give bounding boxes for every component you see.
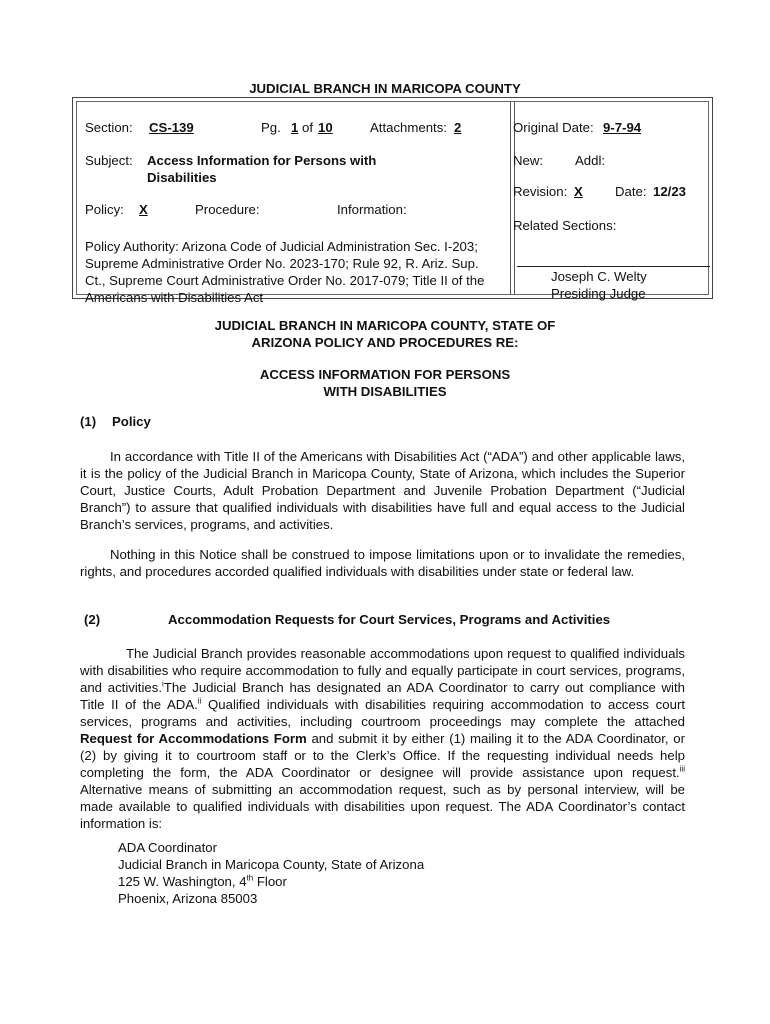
section-2-text-e: Alternative means of submitting an accommodation request, such as by personal interview, will be made available to qualified individuals with disabilities upon request. The ADA Coordinator’s contact information is: (80, 782, 685, 831)
address-line-2: Judicial Branch in Maricopa County, State of Arizona (118, 857, 425, 872)
page-of: of (302, 120, 313, 135)
new-label: New: (513, 153, 544, 168)
section-label: Section: (85, 120, 133, 135)
date-value: 12/23 (653, 184, 687, 199)
heading-1-line-2: ARIZONA POLICY AND PROCEDURES RE: (251, 335, 519, 350)
section-2-number: (2) (84, 612, 101, 627)
revision-mark: X (574, 184, 583, 199)
signer-name: Joseph C. Welty (551, 269, 647, 284)
revision-label: Revision: (513, 184, 568, 199)
policy-label: Policy: (85, 202, 124, 217)
section-2-title: Accommodation Requests for Court Services, Programs and Activities (168, 612, 611, 627)
footnote-ref-2: ii (197, 696, 202, 706)
form-name: Request for Accommodations Form (80, 731, 307, 746)
footnote-ref-1: i (161, 679, 164, 689)
section-1-title: Policy (112, 414, 151, 429)
heading-2-line-2: WITH DISABILITIES (323, 384, 447, 399)
address-line-1: ADA Coordinator (118, 840, 217, 855)
attachments-label: Attachments: (370, 120, 447, 135)
address-line-4: Phoenix, Arizona 85003 (118, 891, 258, 906)
signature-line (517, 266, 710, 267)
heading-1-line-1: JUDICIAL BRANCH IN MARICOPA COUNTY, STATE OF (214, 318, 556, 333)
header-inner-border (76, 101, 709, 305)
addl-label: Addl: (575, 153, 606, 168)
ada-coordinator-address (118, 839, 424, 907)
related-sections-label: Related Sections: (513, 218, 617, 233)
date-label: Date: (615, 184, 647, 199)
header-table (72, 97, 713, 305)
section-2-text-d: and submit it by either (1) mailing it to the ADA Coordinator, or (2) by giving it to courtroom staff or to the Clerk’s Office. If the requesting individual needs help completing the form, the ADA Coordinator or designee will provide assistance upon request. (80, 731, 686, 780)
subject-line-2: Disabilities (147, 170, 217, 185)
section-1-paragraph-1: In accordance with Title II of the Americans with Disabilities Act (“ADA”) and other applicable laws, it is the policy of the Judicial Branch in Maricopa County, State of Arizona, which includes the Superior Court, Justice Courts, Adult Probation Department and Juvenile Probation Department (“Judicial Branch”) to assure that qualified individuals with disabilities have full and equal access to the Judicial Branch’s services, programs, and activities. (80, 449, 685, 532)
heading-2-line-1: ACCESS INFORMATION FOR PERSONS (259, 367, 511, 382)
address-ordinal: th (246, 873, 254, 883)
page-label: Pg. (261, 120, 281, 135)
section-2-text-c: Qualified individuals with disabilities requiring accommodation to access court services, programs and activities, including courtroom proceedings may complete the attached (80, 697, 686, 729)
page-total: 10 (318, 120, 333, 135)
section-value: CS-139 (149, 120, 194, 135)
signer-title: Presiding Judge (551, 286, 646, 301)
original-date-label: Original Date: (513, 120, 594, 135)
section-2-text-b: The Judicial Branch has designated an ADA Coordinator to carry out compliance with Title II of the ADA. (80, 680, 685, 712)
address-floor: Floor (253, 874, 287, 889)
section-2-text-a: The Judicial Branch provides reasonable accommodations upon request to qualified individuals with disabilities who require accommodation to fully and equally participate in court services, programs, and activities. (80, 646, 685, 695)
page-current: 1 (291, 120, 299, 135)
section-1-number: (1) (80, 414, 97, 429)
subject-line-1: Access Information for Persons with (147, 153, 377, 168)
footnote-ref-3: iii (679, 764, 685, 774)
attachments-value: 2 (454, 120, 462, 135)
original-date-value: 9-7-94 (603, 120, 642, 135)
policy-authority: Policy Authority: Arizona Code of Judicial Administration Sec. I-203; Supreme Administrative Order No. 2023-170; Rule 92, R. Ariz. Sup. Ct., Supreme Court Administrative Order No. 2017-079; Title II of the Americans with Disabilities Act (85, 239, 485, 305)
section-1-paragraph-2: Nothing in this Notice shall be construed to impose limitations upon or to invalidate the remedies, rights, and procedures accorded qualified individuals with disabilities under state or federal law. (80, 547, 685, 579)
information-label: Information: (337, 202, 407, 217)
procedure-label: Procedure: (195, 202, 260, 217)
subject-label: Subject: (85, 153, 133, 168)
address-line-3 (118, 873, 424, 890)
policy-mark: X (139, 202, 148, 217)
document-title: JUDICIAL BRANCH IN MARICOPA COUNTY (249, 81, 521, 96)
address-street: 125 W. Washington, 4 (118, 874, 247, 889)
section-2-paragraph (80, 645, 685, 832)
